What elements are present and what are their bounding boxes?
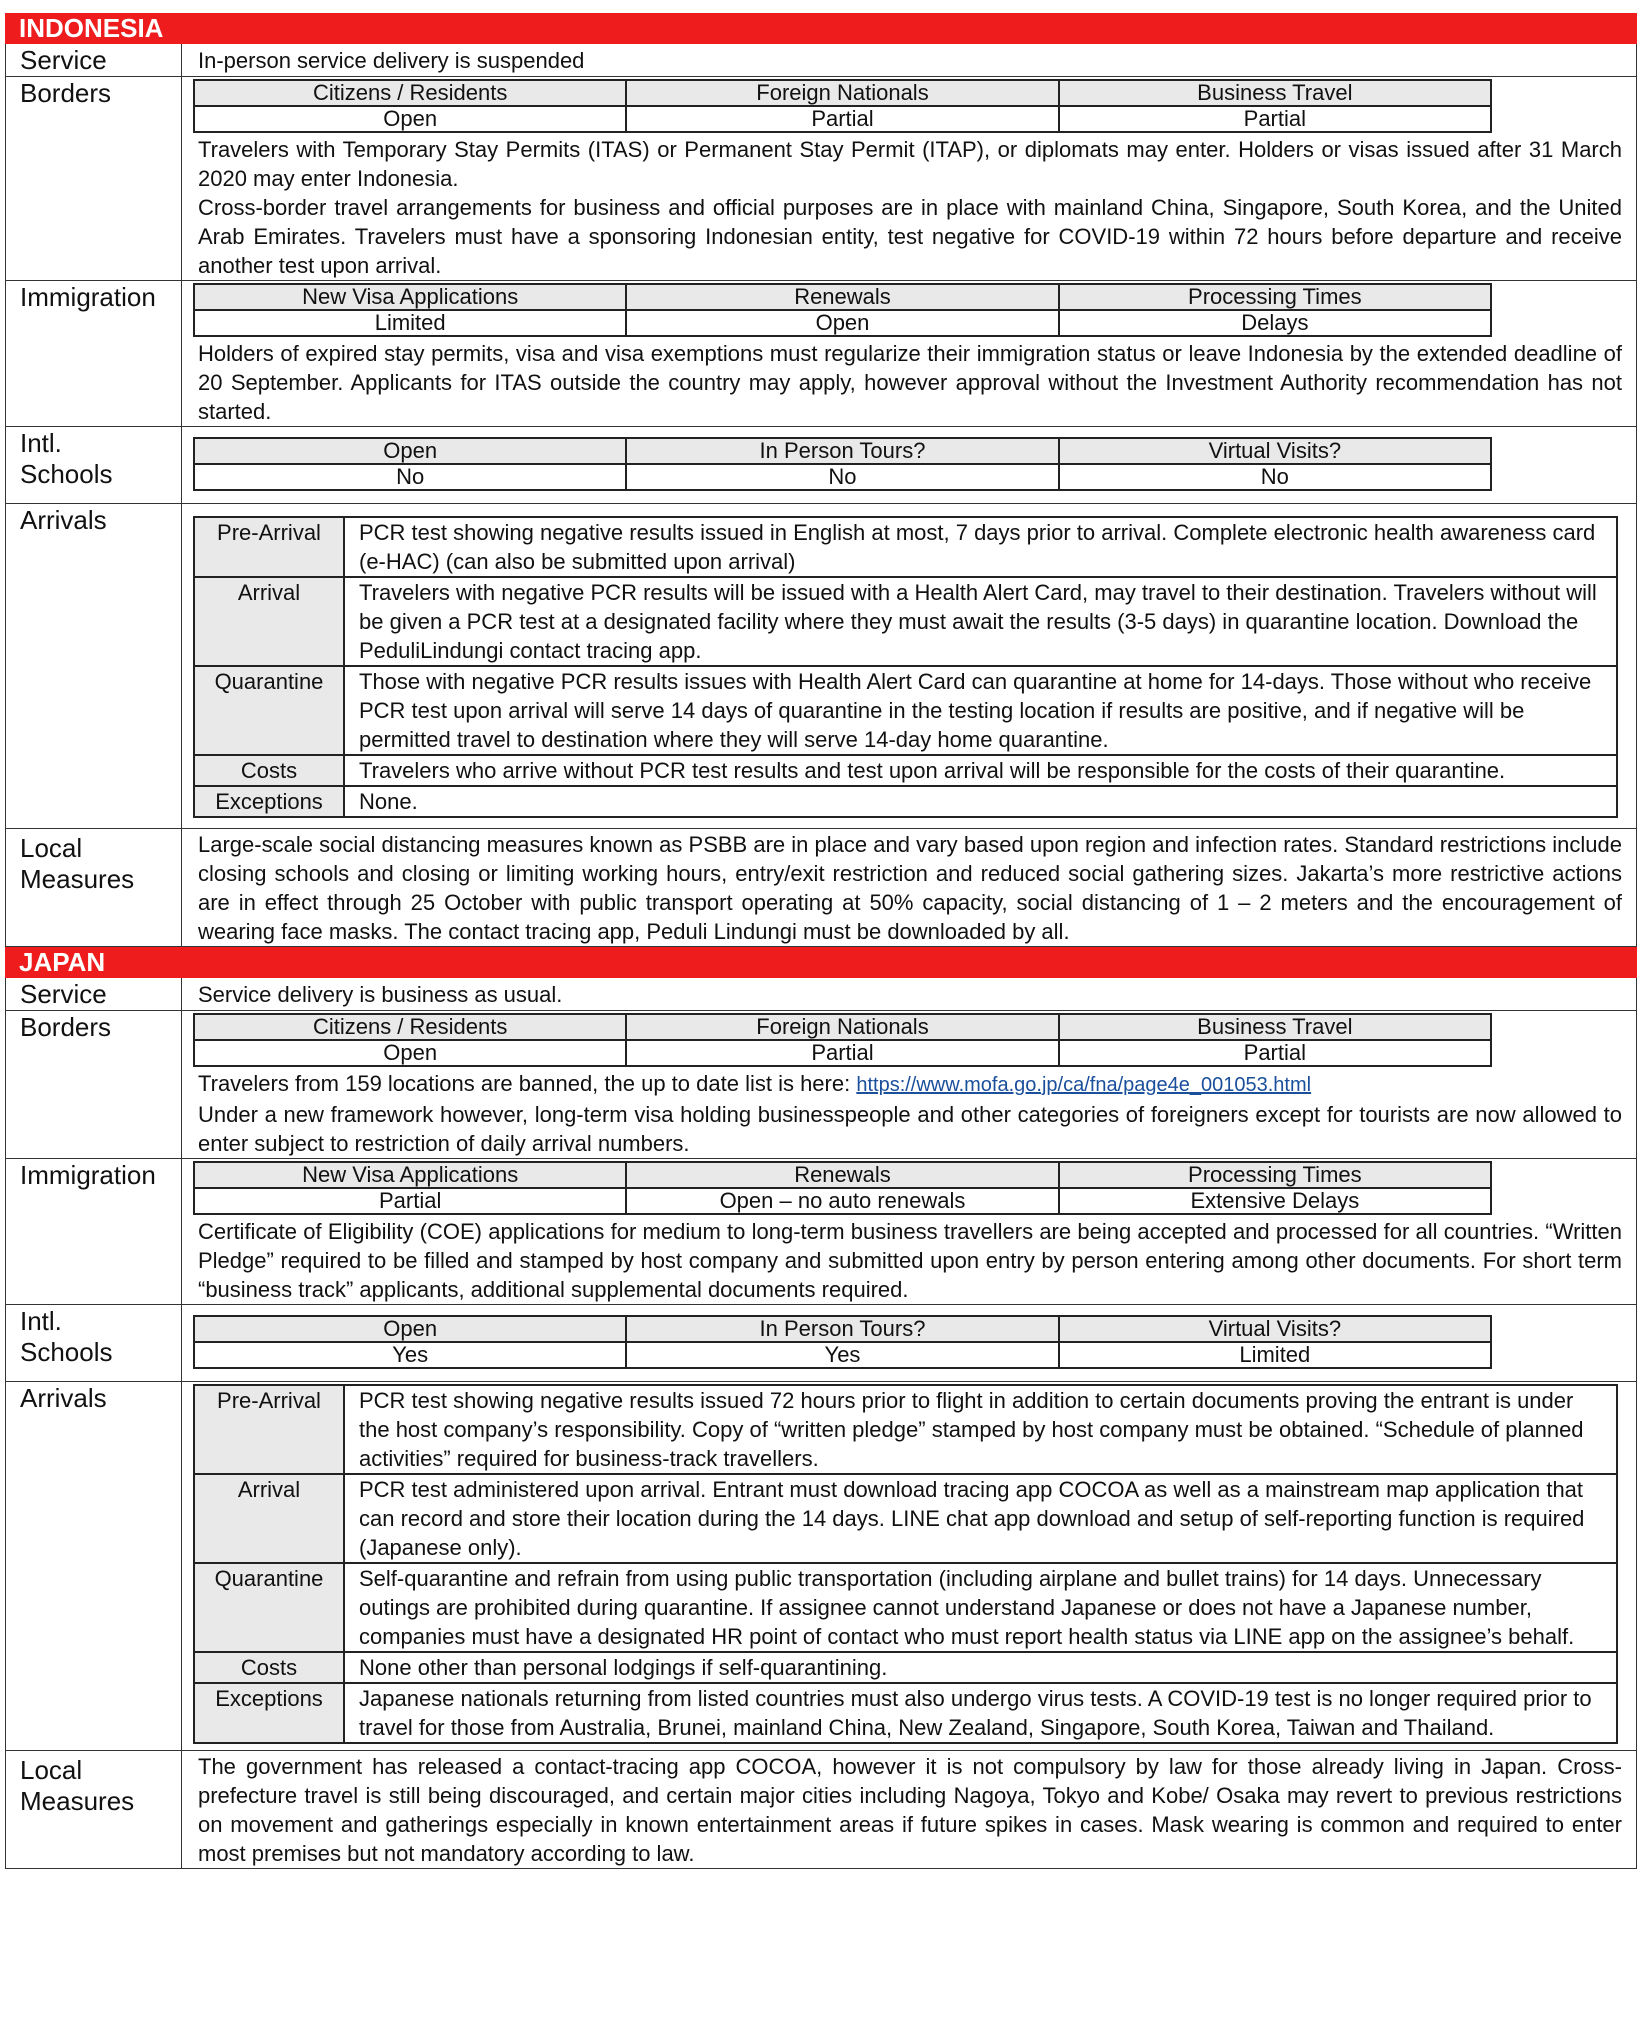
arrivals-value: PCR test administered upon arrival. Entrant must download tracing app COCOA as well as a mainstream map application that can record and store their location during the 14 days. LINE chat app download and setup of self-reporting function is required (Japanese only). (344, 1474, 1617, 1563)
arrivals-row (5, 1382, 1637, 1751)
arrivals-table (193, 1384, 1618, 1744)
paragraph: Travelers from 159 locations are banned, the up to date list is here: (198, 1071, 857, 1096)
immigration-status-table (193, 283, 1492, 337)
arrivals-value: None other than personal lodgings if self-quarantining. (344, 1652, 1617, 1683)
section-label: Borders (6, 77, 182, 280)
table-row (194, 1683, 1617, 1743)
borders-status-table (193, 79, 1492, 133)
table-header: Virtual Visits? (1059, 438, 1491, 464)
immigration-row (5, 1159, 1637, 1305)
table-cell: No (626, 464, 1058, 490)
table-cell: Open – no auto renewals (626, 1188, 1058, 1214)
table-cell: Limited (194, 310, 626, 336)
arrivals-row (5, 504, 1637, 829)
table-row (194, 755, 1617, 786)
arrivals-key: Costs (194, 1652, 344, 1683)
table-cell: Open (626, 310, 1058, 336)
table-cell: Partial (1059, 106, 1491, 132)
paragraph: Holders of expired stay permits, visa and visa exemptions must regularize their immigration status or leave Indonesia by the extended deadline of 20 September. Applicants for ITAS outside the country may apply, however approval without the Investment Authority recommendation has not started. (198, 341, 1622, 424)
table-header: Business Travel (1059, 80, 1491, 106)
arrivals-key: Arrival (194, 1474, 344, 1563)
table-cell: Open (194, 1040, 626, 1066)
arrivals-key: Arrival (194, 577, 344, 666)
schools-status-table (193, 1315, 1492, 1369)
table-header: New Visa Applications (194, 284, 626, 310)
table-cell: No (194, 464, 626, 490)
table-header: Open (194, 1316, 626, 1342)
section-label: Service (6, 978, 182, 1010)
immigration-status-table (193, 1161, 1492, 1215)
table-cell: Extensive Delays (1059, 1188, 1491, 1214)
table-row (194, 666, 1617, 755)
borders-status-table (193, 1013, 1492, 1067)
arrivals-table (193, 516, 1618, 818)
table-header: Citizens / Residents (194, 80, 626, 106)
mofa-link[interactable]: https://www.mofa.go.jp/ca/fna/page4e_001053.html (856, 1074, 1312, 1096)
section-label: Local Measures (6, 1751, 182, 1868)
table-header: Processing Times (1059, 1162, 1491, 1188)
arrivals-key: Pre-Arrival (194, 1385, 344, 1474)
table-header: Open (194, 438, 626, 464)
arrivals-value: Travelers with negative PCR results will be issued with a Health Alert Card, may travel to their destination. Travelers without will be given a PCR test at a designated facility where they must await the results (3-5 days) in quarantine location. Download the PeduliLindungi contact tracing app. (344, 577, 1617, 666)
table-header: In Person Tours? (626, 1316, 1058, 1342)
local-measures-row (5, 829, 1637, 947)
table-cell: Open (194, 106, 626, 132)
service-row (5, 978, 1637, 1011)
table-header: Renewals (626, 1162, 1058, 1188)
arrivals-key: Exceptions (194, 786, 344, 817)
table-row (194, 517, 1617, 577)
country-header-indonesia: INDONESIA (5, 13, 1637, 44)
table-cell: Partial (626, 1040, 1058, 1066)
table-header: New Visa Applications (194, 1162, 626, 1188)
arrivals-value: PCR test showing negative results issued 72 hours prior to flight in addition to certain documents proving the entrant is under the host company’s responsibility. Copy of “written pledge” stamped by host company must be obtained. “Schedule of planned activities” required for business-track travellers. (344, 1385, 1617, 1474)
table-row (194, 1652, 1617, 1683)
table-cell: No (1059, 464, 1491, 490)
section-label: Intl. Schools (6, 427, 182, 503)
section-label: Immigration (6, 1159, 182, 1304)
section-label: Intl. Schools (6, 1305, 182, 1381)
table-row (194, 1563, 1617, 1652)
schools-row (5, 1305, 1637, 1382)
paragraph: Large-scale social distancing measures known as PSBB are in place and vary based upon region and infection rates. Standard restrictions include closing schools and closing or limiting working hours, entry/exit restriction and reduced social gathering sizes. Jakarta’s more restrictive actions are in effect through 25 October with public transport operating at 50% capacity, social distancing of 1 – 2 meters and the encouragement of wearing face masks. The contact tracing app, Peduli Lindungi must be downloaded by all. (198, 832, 1622, 944)
section-label: Arrivals (6, 1382, 182, 1750)
service-text: In-person service delivery is suspended (198, 48, 585, 73)
section-label: Local Measures (6, 829, 182, 946)
arrivals-value: Travelers who arrive without PCR test results and test upon arrival will be responsible for the costs of their quarantine. (344, 755, 1617, 786)
schools-status-table (193, 437, 1492, 491)
table-row (194, 786, 1617, 817)
table-header: In Person Tours? (626, 438, 1058, 464)
table-cell: Limited (1059, 1342, 1491, 1368)
section-label: Arrivals (6, 504, 182, 828)
travel-advisory-document (5, 13, 1637, 1869)
table-header: Citizens / Residents (194, 1014, 626, 1040)
paragraph: Under a new framework however, long-term visa holding businesspeople and other categories of foreigners except for tourists are now allowed to enter subject to restriction of daily arrival numbers. (198, 1102, 1622, 1156)
arrivals-key: Pre-Arrival (194, 517, 344, 577)
service-row (5, 44, 1637, 77)
borders-row (5, 77, 1637, 281)
arrivals-value: Those with negative PCR results issues with Health Alert Card can quarantine at home for 14-days. Those without who receive PCR test upon arrival will serve 14 days of quarantine in the testing location if results are positive, and if negative will be permitted travel to destination where they will serve 14-day home quarantine. (344, 666, 1617, 755)
table-header: Business Travel (1059, 1014, 1491, 1040)
section-label: Immigration (6, 281, 182, 426)
table-row (194, 1474, 1617, 1563)
table-header: Virtual Visits? (1059, 1316, 1491, 1342)
table-header: Foreign Nationals (626, 80, 1058, 106)
borders-row (5, 1011, 1637, 1159)
schools-row (5, 427, 1637, 504)
paragraph: Cross-border travel arrangements for business and official purposes are in place with mainland China, Singapore, South Korea, and the United Arab Emirates. Travelers must have a sponsoring Indonesian entity, test negative for COVID-19 within 72 hours before departure and receive another test upon arrival. (198, 195, 1622, 278)
arrivals-value: Self-quarantine and refrain from using public transportation (including airplane and bullet trains) for 14 days. Unnecessary outings are prohibited during quarantine. If assignee cannot understand Japanese or does not have a Japanese number, companies must have a designated HR point of contact who must report health status via LINE app on the assignee’s behalf. (344, 1563, 1617, 1652)
arrivals-value: None. (344, 786, 1617, 817)
table-cell: Partial (626, 106, 1058, 132)
paragraph: Travelers with Temporary Stay Permits (ITAS) or Permanent Stay Permit (ITAP), or diplomats may enter. Holders or visas issued after 31 March 2020 may enter Indonesia. (198, 137, 1622, 191)
immigration-row (5, 281, 1637, 427)
arrivals-value: PCR test showing negative results issued in English at most, 7 days prior to arrival. Complete electronic health awareness card (e-HAC) (can also be submitted upon arrival) (344, 517, 1617, 577)
table-row (194, 1385, 1617, 1474)
local-measures-row (5, 1751, 1637, 1869)
table-cell: Partial (1059, 1040, 1491, 1066)
table-cell: Delays (1059, 310, 1491, 336)
table-header: Foreign Nationals (626, 1014, 1058, 1040)
table-cell: Yes (194, 1342, 626, 1368)
table-row (194, 577, 1617, 666)
table-header: Processing Times (1059, 284, 1491, 310)
table-cell: Partial (194, 1188, 626, 1214)
paragraph: The government has released a contact-tracing app COCOA, however it is not compulsory by law for those already living in Japan. Cross-prefecture travel is still being discouraged, and certain major cities including Nagoya, Tokyo and Kobe/ Osaka may revert to previous restrictions on movement and gatherings especially in known entertainment areas if future spikes in cases. Mask wearing is common and required to enter most premises but not mandatory according to law. (198, 1754, 1622, 1866)
arrivals-key: Exceptions (194, 1683, 344, 1743)
arrivals-value: Japanese nationals returning from listed countries must also undergo virus tests. A COVID-19 test is no longer required prior to travel for those from Australia, Brunei, mainland China, New Zealand, Singapore, South Korea, Taiwan and Thailand. (344, 1683, 1617, 1743)
arrivals-key: Quarantine (194, 1563, 344, 1652)
arrivals-key: Costs (194, 755, 344, 786)
section-label: Service (6, 44, 182, 76)
table-cell: Yes (626, 1342, 1058, 1368)
table-header: Renewals (626, 284, 1058, 310)
paragraph: Certificate of Eligibility (COE) applications for medium to long-term business travellers are being accepted and processed for all countries. “Written Pledge” required to be filled and stamped by host company and submitted upon entry by person entering among other documents. For short term “business track” applicants, additional supplemental documents required. (198, 1219, 1622, 1302)
section-label: Borders (6, 1011, 182, 1158)
arrivals-key: Quarantine (194, 666, 344, 755)
country-header-japan: JAPAN (5, 947, 1637, 978)
service-text: Service delivery is business as usual. (198, 982, 563, 1007)
